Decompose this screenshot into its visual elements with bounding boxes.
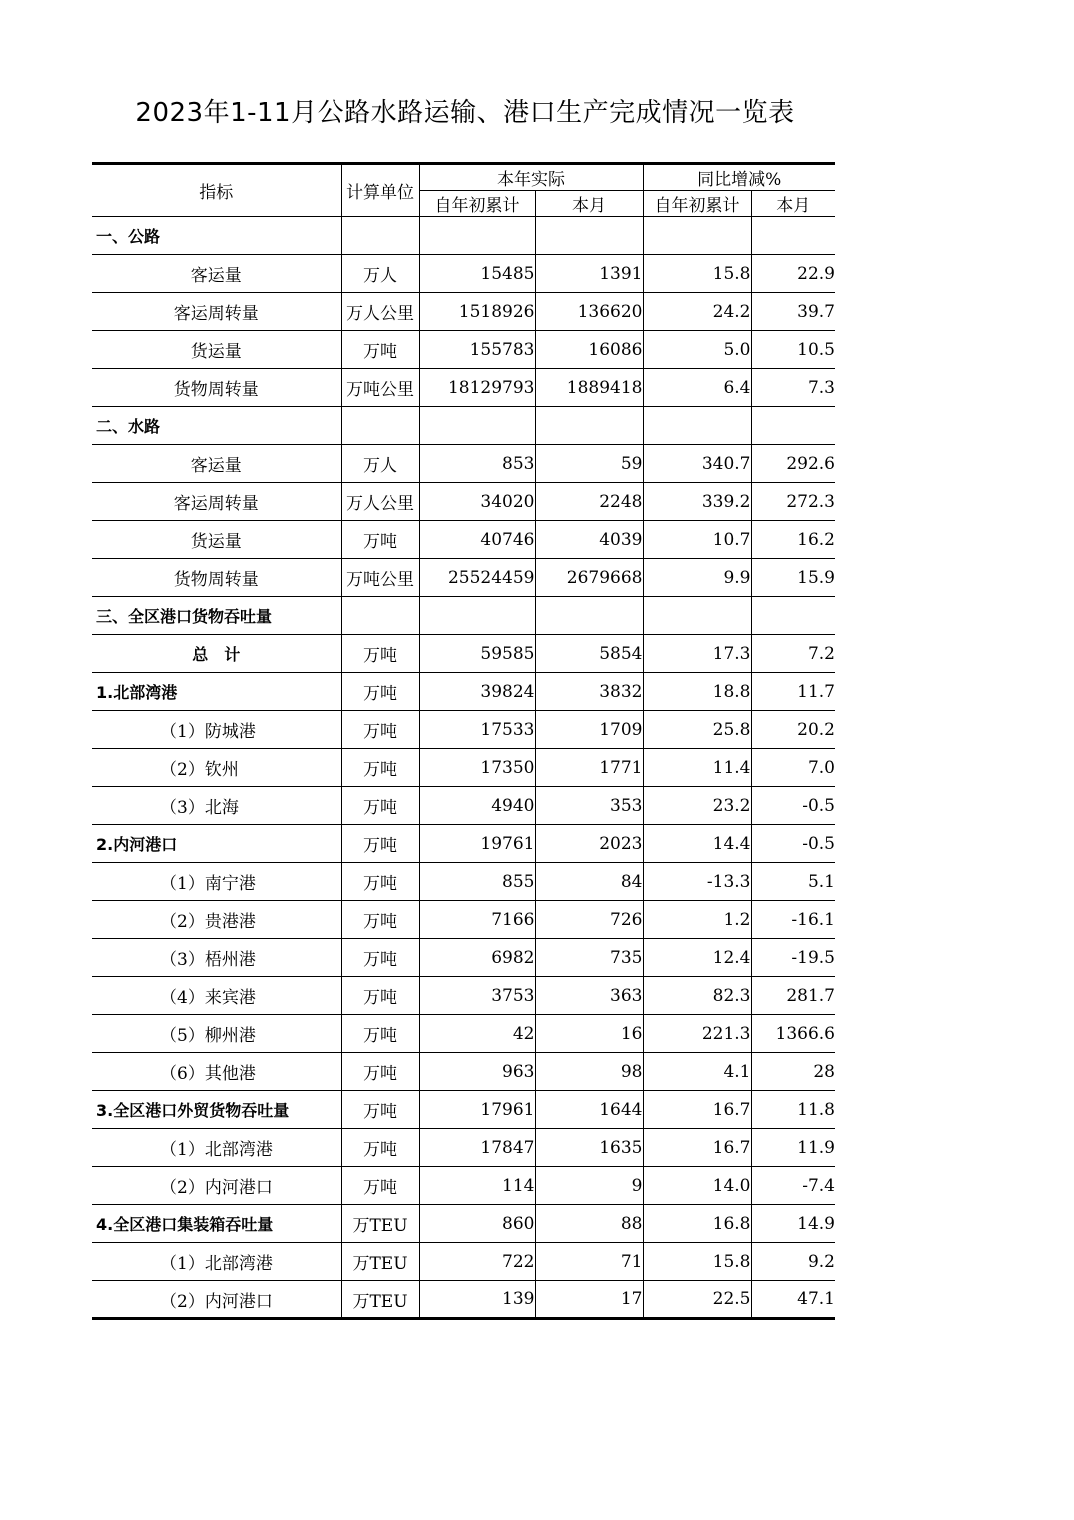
row-ytd-actual: 25524459: [419, 559, 535, 597]
table-row: [92, 939, 835, 977]
row-name: 客运量: [92, 255, 341, 293]
row-month-change: 39.7: [751, 293, 835, 331]
row-month-actual: [535, 597, 643, 635]
row-month-actual: 1635: [535, 1129, 643, 1167]
table-row: [92, 1015, 835, 1053]
row-month-change: 7.0: [751, 749, 835, 787]
row-ytd-actual: 114: [419, 1167, 535, 1205]
row-ytd-change: [643, 407, 751, 445]
row-ytd-actual: 1518926: [419, 293, 535, 331]
row-name: （1）北部湾港: [92, 1129, 341, 1167]
row-unit: 万吨: [341, 939, 419, 977]
row-ytd-change: 23.2: [643, 787, 751, 825]
row-unit: 万人: [341, 255, 419, 293]
row-ytd-change: 4.1: [643, 1053, 751, 1091]
table-row: [92, 255, 835, 293]
row-month-change: -0.5: [751, 787, 835, 825]
row-month-change: 22.9: [751, 255, 835, 293]
row-month-actual: 84: [535, 863, 643, 901]
table-row: [92, 1167, 835, 1205]
row-unit: 万TEU: [341, 1281, 419, 1319]
row-ytd-actual: [419, 217, 535, 255]
row-name: （1）南宁港: [92, 863, 341, 901]
row-month-actual: [535, 217, 643, 255]
row-unit: 万吨: [341, 711, 419, 749]
table-row: [92, 901, 835, 939]
table-row: [92, 1053, 835, 1091]
page-title: 2023年1-11月公路水路运输、港口生产完成情况一览表: [135, 98, 795, 128]
table-row: [92, 1091, 835, 1129]
row-ytd-change: -13.3: [643, 863, 751, 901]
row-ytd-actual: 3753: [419, 977, 535, 1015]
row-name: 1.北部湾港: [92, 673, 341, 711]
row-month-change: 11.7: [751, 673, 835, 711]
row-month-change: [751, 217, 835, 255]
row-ytd-actual: 722: [419, 1243, 535, 1281]
table-row: [92, 635, 835, 673]
row-ytd-change: 1.2: [643, 901, 751, 939]
row-name: （3）梧州港: [92, 939, 341, 977]
row-month-actual: 1889418: [535, 369, 643, 407]
row-name: （5）柳州港: [92, 1015, 341, 1053]
row-ytd-change: 14.0: [643, 1167, 751, 1205]
row-name: 一、公路: [92, 217, 341, 255]
table-row: [92, 787, 835, 825]
header-indicator: 指标: [92, 164, 341, 217]
table-row: [92, 559, 835, 597]
row-name: 4.全区港口集装箱吞吐量: [92, 1205, 341, 1243]
row-name: 二、水路: [92, 407, 341, 445]
row-ytd-actual: 963: [419, 1053, 535, 1091]
row-month-actual: 98: [535, 1053, 643, 1091]
table-row: [92, 217, 835, 255]
row-month-change: 1366.6: [751, 1015, 835, 1053]
row-name: 总 计: [92, 635, 341, 673]
row-month-actual: 353: [535, 787, 643, 825]
row-ytd-change: 9.9: [643, 559, 751, 597]
row-name: 3.全区港口外贸货物吞吐量: [92, 1091, 341, 1129]
row-name: （2）内河港口: [92, 1167, 341, 1205]
row-name: （3）北海: [92, 787, 341, 825]
row-ytd-actual: 4940: [419, 787, 535, 825]
row-month-change: 9.2: [751, 1243, 835, 1281]
row-ytd-actual: 139: [419, 1281, 535, 1319]
table-row: [92, 331, 835, 369]
row-month-actual: 17: [535, 1281, 643, 1319]
row-month-change: 11.8: [751, 1091, 835, 1129]
row-month-actual: 16: [535, 1015, 643, 1053]
table-row: [92, 825, 835, 863]
row-month-change: -16.1: [751, 901, 835, 939]
row-name: （4）来宾港: [92, 977, 341, 1015]
row-month-actual: 735: [535, 939, 643, 977]
row-month-change: 5.1: [751, 863, 835, 901]
row-unit: 万TEU: [341, 1205, 419, 1243]
row-month-change: [751, 407, 835, 445]
row-month-change: -7.4: [751, 1167, 835, 1205]
header-yoy-ytd: 自年初累计: [643, 191, 751, 217]
row-month-actual: 136620: [535, 293, 643, 331]
row-ytd-actual: 17533: [419, 711, 535, 749]
row-month-actual: 1709: [535, 711, 643, 749]
row-month-actual: 71: [535, 1243, 643, 1281]
table-row: [92, 407, 835, 445]
table-header: [92, 164, 835, 217]
row-month-actual: 9: [535, 1167, 643, 1205]
row-ytd-change: 15.8: [643, 255, 751, 293]
row-name: 货运量: [92, 331, 341, 369]
row-month-change: 16.2: [751, 521, 835, 559]
table-row: [92, 293, 835, 331]
row-month-actual: 88: [535, 1205, 643, 1243]
row-unit: 万人公里: [341, 483, 419, 521]
row-unit: 万吨: [341, 635, 419, 673]
row-month-change: 7.3: [751, 369, 835, 407]
row-ytd-actual: 6982: [419, 939, 535, 977]
row-name: 货运量: [92, 521, 341, 559]
table-row: [92, 977, 835, 1015]
row-ytd-actual: 39824: [419, 673, 535, 711]
row-ytd-change: 16.7: [643, 1091, 751, 1129]
row-name: 客运周转量: [92, 483, 341, 521]
row-ytd-change: 15.8: [643, 1243, 751, 1281]
row-month-actual: 1771: [535, 749, 643, 787]
row-name: （2）内河港口: [92, 1281, 341, 1319]
row-ytd-change: 5.0: [643, 331, 751, 369]
row-name: （2）钦州: [92, 749, 341, 787]
row-ytd-actual: 155783: [419, 331, 535, 369]
table-row: [92, 597, 835, 635]
row-ytd-change: 16.8: [643, 1205, 751, 1243]
row-month-actual: 16086: [535, 331, 643, 369]
row-month-actual: 5854: [535, 635, 643, 673]
row-unit: 万人公里: [341, 293, 419, 331]
row-ytd-actual: 59585: [419, 635, 535, 673]
row-month-change: 10.5: [751, 331, 835, 369]
row-month-actual: [535, 407, 643, 445]
row-month-actual: 2023: [535, 825, 643, 863]
row-unit: 万吨公里: [341, 559, 419, 597]
row-ytd-actual: 17847: [419, 1129, 535, 1167]
row-ytd-change: 18.8: [643, 673, 751, 711]
row-ytd-actual: [419, 597, 535, 635]
row-ytd-actual: 19761: [419, 825, 535, 863]
table-row: [92, 1129, 835, 1167]
row-ytd-change: [643, 597, 751, 635]
row-ytd-change: 14.4: [643, 825, 751, 863]
row-month-change: 15.9: [751, 559, 835, 597]
row-month-change: 7.2: [751, 635, 835, 673]
row-name: 三、全区港口货物吞吐量: [92, 597, 341, 635]
row-ytd-change: 16.7: [643, 1129, 751, 1167]
row-month-actual: 2679668: [535, 559, 643, 597]
row-name: （6）其他港: [92, 1053, 341, 1091]
row-name: （2）贵港港: [92, 901, 341, 939]
table-row: [92, 749, 835, 787]
row-name: 货物周转量: [92, 369, 341, 407]
row-month-actual: 3832: [535, 673, 643, 711]
header-actual: 本年实际: [419, 164, 643, 191]
row-month-change: 292.6: [751, 445, 835, 483]
row-ytd-actual: 40746: [419, 521, 535, 559]
row-unit: 万吨: [341, 521, 419, 559]
row-month-change: 28: [751, 1053, 835, 1091]
row-ytd-actual: 7166: [419, 901, 535, 939]
row-month-change: 14.9: [751, 1205, 835, 1243]
row-month-change: 11.9: [751, 1129, 835, 1167]
row-unit: 万吨: [341, 863, 419, 901]
row-unit: 万吨: [341, 977, 419, 1015]
row-unit: 万TEU: [341, 1243, 419, 1281]
row-ytd-actual: 15485: [419, 255, 535, 293]
row-month-actual: 726: [535, 901, 643, 939]
row-month-change: -19.5: [751, 939, 835, 977]
row-unit: 万人: [341, 445, 419, 483]
row-unit: 万吨: [341, 673, 419, 711]
row-month-change: 20.2: [751, 711, 835, 749]
row-ytd-actual: 18129793: [419, 369, 535, 407]
header-unit: 计算单位: [341, 164, 419, 217]
row-ytd-change: [643, 217, 751, 255]
table-row: [92, 1281, 835, 1319]
row-ytd-change: 10.7: [643, 521, 751, 559]
row-unit: 万吨: [341, 1129, 419, 1167]
row-unit: 万吨: [341, 787, 419, 825]
row-unit: [341, 217, 419, 255]
row-unit: 万吨公里: [341, 369, 419, 407]
row-ytd-change: 22.5: [643, 1281, 751, 1319]
row-name: 2.内河港口: [92, 825, 341, 863]
row-ytd-actual: 17350: [419, 749, 535, 787]
row-unit: [341, 407, 419, 445]
row-ytd-actual: 855: [419, 863, 535, 901]
row-unit: 万吨: [341, 1091, 419, 1129]
table-row: [92, 1243, 835, 1281]
row-ytd-actual: 853: [419, 445, 535, 483]
stats-table: [92, 162, 835, 1320]
row-month-change: -0.5: [751, 825, 835, 863]
row-unit: [341, 597, 419, 635]
row-name: 客运周转量: [92, 293, 341, 331]
row-ytd-change: 25.8: [643, 711, 751, 749]
table-row: [92, 521, 835, 559]
row-unit: 万吨: [341, 825, 419, 863]
row-month-actual: 2248: [535, 483, 643, 521]
row-ytd-change: 12.4: [643, 939, 751, 977]
row-ytd-change: 6.4: [643, 369, 751, 407]
row-unit: 万吨: [341, 901, 419, 939]
row-ytd-actual: 34020: [419, 483, 535, 521]
row-ytd-change: 221.3: [643, 1015, 751, 1053]
table-row: [92, 483, 835, 521]
row-month-actual: 1644: [535, 1091, 643, 1129]
row-ytd-actual: 860: [419, 1205, 535, 1243]
row-ytd-change: 17.3: [643, 635, 751, 673]
row-unit: 万吨: [341, 1167, 419, 1205]
row-ytd-change: 11.4: [643, 749, 751, 787]
row-unit: 万吨: [341, 331, 419, 369]
row-name: 客运量: [92, 445, 341, 483]
row-ytd-change: 82.3: [643, 977, 751, 1015]
row-month-change: 47.1: [751, 1281, 835, 1319]
row-month-change: 272.3: [751, 483, 835, 521]
row-name: 货物周转量: [92, 559, 341, 597]
row-month-change: [751, 597, 835, 635]
row-ytd-actual: [419, 407, 535, 445]
row-ytd-change: 339.2: [643, 483, 751, 521]
row-month-actual: 1391: [535, 255, 643, 293]
row-month-actual: 363: [535, 977, 643, 1015]
row-unit: 万吨: [341, 749, 419, 787]
header-yoy-month: 本月: [751, 191, 835, 217]
row-name: （1）北部湾港: [92, 1243, 341, 1281]
row-unit: 万吨: [341, 1015, 419, 1053]
row-unit: 万吨: [341, 1053, 419, 1091]
row-month-change: 281.7: [751, 977, 835, 1015]
row-ytd-change: 340.7: [643, 445, 751, 483]
table-row: [92, 711, 835, 749]
row-ytd-change: 24.2: [643, 293, 751, 331]
row-month-actual: 4039: [535, 521, 643, 559]
row-name: （1）防城港: [92, 711, 341, 749]
row-month-actual: 59: [535, 445, 643, 483]
header-actual-ytd: 自年初累计: [419, 191, 535, 217]
header-yoy: 同比增减%: [643, 164, 835, 191]
row-ytd-actual: 17961: [419, 1091, 535, 1129]
table-row: [92, 673, 835, 711]
header-actual-month: 本月: [535, 191, 643, 217]
table-row: [92, 369, 835, 407]
table-row: [92, 1205, 835, 1243]
table-body: [92, 217, 835, 1319]
table-row: [92, 863, 835, 901]
row-ytd-actual: 42: [419, 1015, 535, 1053]
table-row: [92, 445, 835, 483]
